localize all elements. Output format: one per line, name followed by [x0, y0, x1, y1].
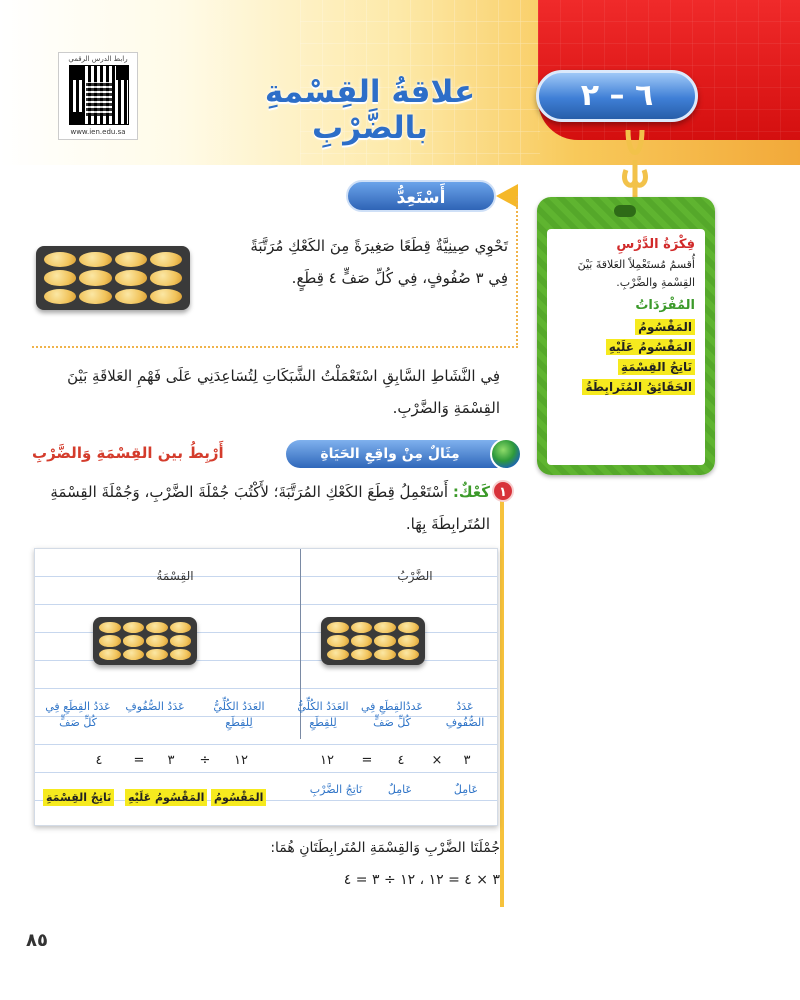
equals-sign: =	[133, 753, 145, 768]
multiplication-heading: الضَّرْبُ	[397, 569, 433, 583]
label-total: العَدَدُ الكُلِّيُّ لِلقِطَعِ	[297, 700, 349, 729]
cookie-tray-image	[93, 617, 197, 665]
vocab-item: نَاتِجُ القِسْمَةِ	[618, 359, 695, 375]
cookie-tray-image	[321, 617, 425, 665]
qr-code-icon	[69, 65, 129, 125]
prepare-badge	[348, 180, 518, 212]
tag-factor: عَامِلٌ	[453, 783, 479, 796]
quotient-value: ٤	[95, 753, 103, 768]
factor-two: ٤	[397, 753, 405, 768]
dividend-value: ١٢	[234, 753, 248, 768]
lesson-idea-card	[537, 197, 715, 475]
label-rows: عَدَدُ الصُّفُوفِ	[125, 700, 185, 713]
lesson-title: علاقةُ القِسْمةِ بالضَّرْبِ	[264, 74, 476, 146]
tag-product: نَاتِجُ الضَّرْبِ	[309, 783, 363, 796]
example-badge	[278, 440, 518, 468]
prepare-label: أَسْتَعِدُّ	[346, 180, 496, 212]
activity-text: فِي النَّشَاطِ السَّابِقِ اسْتَعْمَلْتُ الشَّبَكَاتِ لِتُسَاعِدَنِي عَلَى فَهْمِ العَلاقَةِ بَيْنَ القِسْمَةِ وَالضَّرْبِ.	[67, 367, 500, 417]
division-heading: القِسْمَةُ	[156, 569, 194, 583]
arrow-icon	[496, 184, 518, 208]
divisor-value: ٣	[167, 753, 175, 768]
equals-sign: =	[361, 753, 373, 768]
lesson-idea-text: أُقسمُ مُستَعْمِلاً العَلاقةَ بَيْنَ القِسْمةِ والضَّرْبِ.	[577, 258, 695, 289]
example-number: ١	[492, 480, 514, 502]
lesson-idea-heading: فِكْرَةُ الدَّرْسِ	[616, 237, 695, 252]
vocab-item: المَقْسُومُ عَلَيْهِ	[606, 339, 695, 355]
qr-caption: رابط الدرس الرقمي	[68, 55, 128, 63]
vocab-item: الحَقَائِقُ المُتَرابِطَةُ	[582, 379, 695, 395]
tag-quotient: نَاتِجُ القِسْمَةِ	[43, 789, 114, 806]
tag-dividend: المَقْسُومُ	[211, 789, 266, 806]
vocabulary-heading: المُفْرَدَاتُ	[635, 298, 695, 313]
label-total: العَدَدُ الكُلِّيُّ لِلقِطَعِ	[213, 700, 265, 729]
summary-text: جُمْلَتَا الضَّرْبِ وَالقِسْمَةِ المُتَرابِطَتَانِ هُمَا:	[270, 840, 500, 856]
rope-icon	[620, 130, 650, 205]
globe-icon	[490, 438, 522, 470]
label-per-row: عَدَدُ القِطَعِ فِي كُلِّ صَفٍّ	[45, 700, 111, 729]
qr-url: www.ien.edu.sa	[70, 128, 126, 136]
dotted-divider	[516, 196, 518, 348]
question-text: أَسْتَعْمِلُ قِطَعَ الكَعْكِ المُرَتَّبَةَ؛ لأَكْتُبَ جُمْلَةَ الضَّرْبِ، وَجُمْلَةَ القِسْمَةِ المُتَرابِطَةَ بِهَا.	[50, 483, 490, 533]
lesson-number-badge: ٦ – ٢	[536, 70, 698, 122]
product-value: ١٢	[320, 753, 334, 768]
times-sign: ×	[431, 753, 443, 768]
prepare-text: تَحْوِي صِينِيَّةٌ قِطَعًا صَغِيرَةً مِنَ الكَعْكِ مُرَتَّبَةً فِي ٣ صُفُوفٍ، فِي كُلِّ صَفٍّ ٤ قِطَعٍ.	[250, 237, 508, 287]
example-question	[30, 476, 490, 540]
example-side-bar	[500, 495, 504, 907]
label-rows: عَدَدُ الصُّفُوفِ	[445, 700, 485, 729]
tag-divisor: المَقْسُومُ عَلَيْهِ	[125, 789, 207, 806]
dotted-divider	[32, 346, 518, 348]
label-per-row: عَددُالقِطَعِ فِي كُلِّ صَفٍّ	[360, 700, 423, 729]
vocab-item: المَقْسُومُ	[635, 319, 695, 335]
example-subtitle: أَرْبِطُ بين القِسْمَةِ وَالضَّرْبِ	[32, 444, 224, 462]
qr-code-box[interactable]	[58, 52, 138, 140]
relation-table	[34, 548, 498, 826]
factor-one: ٣	[463, 753, 471, 768]
card-hole	[614, 205, 636, 217]
tag-factor: عَامِلٌ	[387, 783, 413, 796]
example-label: مِثَالٌ مِنْ واقِعِ الحَيَاةِ	[286, 440, 518, 468]
summary-equations: ٣ × ٤ = ١٢ ، ١٢ ÷ ٣ = ٤	[343, 872, 500, 888]
page-number: ٨٥	[26, 930, 48, 951]
divide-sign: ÷	[199, 753, 211, 768]
lesson-idea-inner	[547, 229, 705, 465]
cookie-tray-image	[36, 246, 190, 310]
cake-label: كَعْكٌ:	[452, 483, 490, 501]
